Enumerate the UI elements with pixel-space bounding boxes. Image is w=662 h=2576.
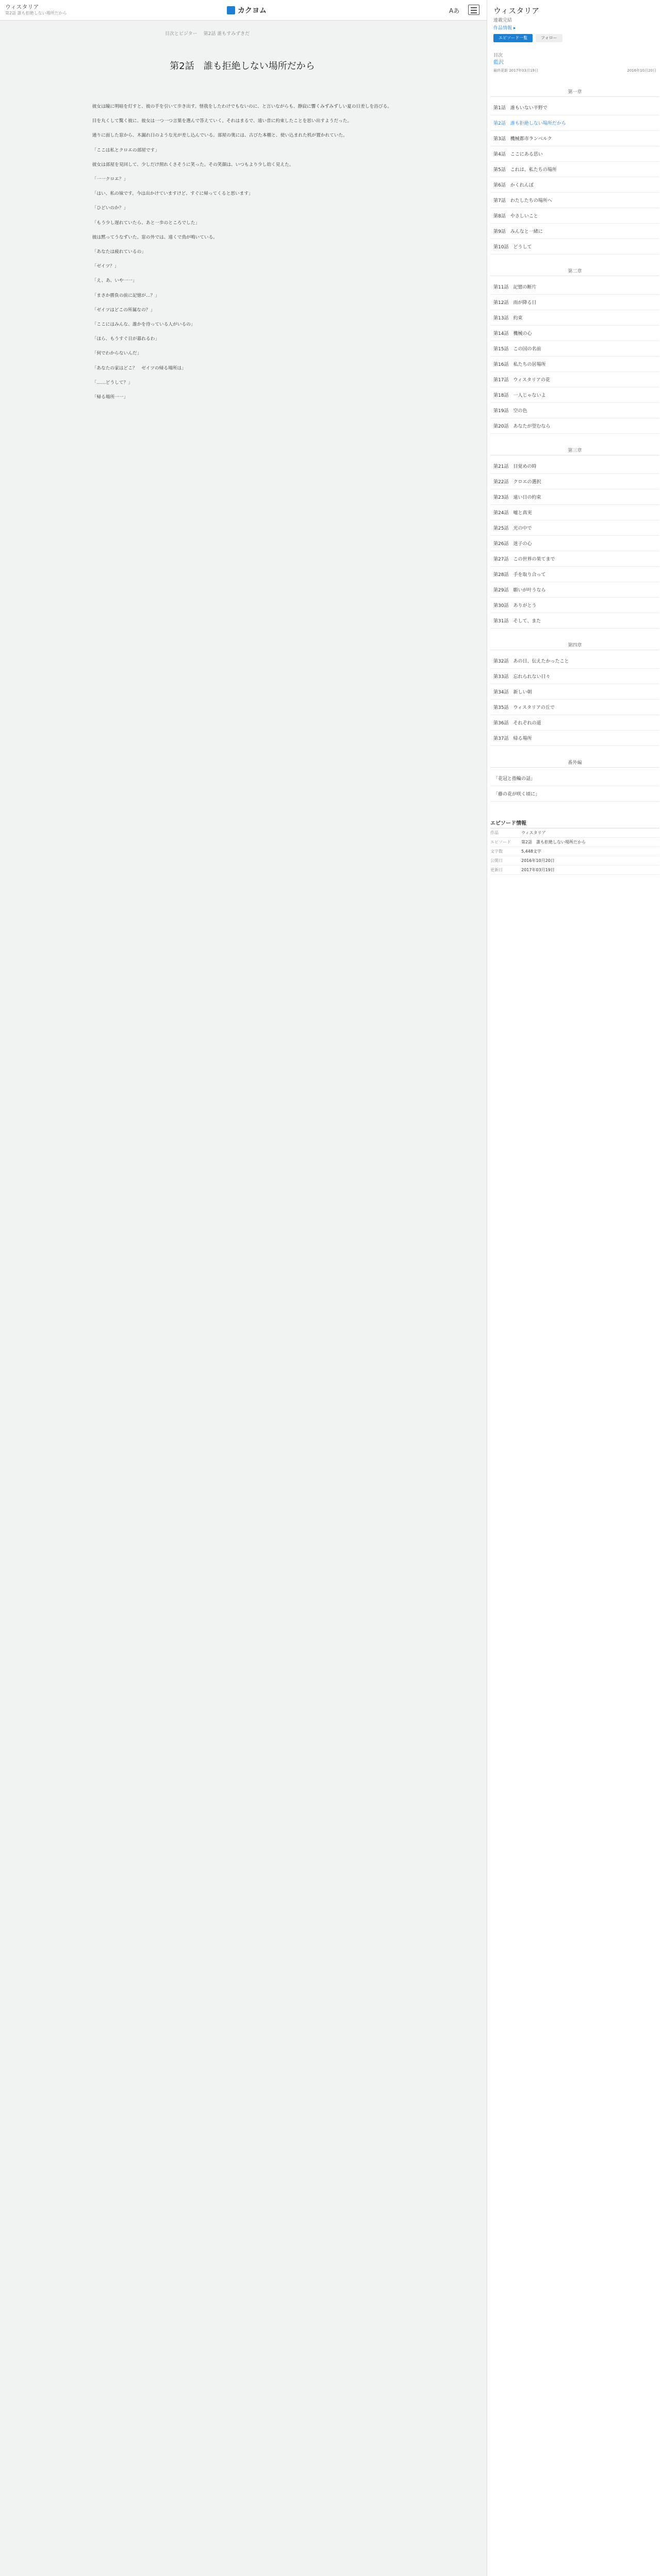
body-paragraph: 「もう少し遅れていたら、あと一歩のところでした」 [92,220,200,226]
episode-link[interactable]: 第27話 この世界の果てまで [490,551,659,567]
episode-link[interactable]: 第7話 わたしたちの場所へ [490,193,659,208]
episode-link[interactable]: 第21話 目覚めの時 [490,459,659,474]
body-paragraph: 目を丸くして驚く彼に、彼女は一つ一つ言葉を選んで答えていく。それはまるで、遠い昔に約束したことを思い出すようだった。 [92,118,352,124]
episode-body [88,103,397,2576]
episode-info-row [490,856,659,866]
episode-link[interactable]: 第16話 私たちの居場所 [490,357,659,372]
episode-link[interactable]: 第24話 嘘と真実 [490,505,659,520]
info-value: ウィスタリア [521,831,546,835]
episode-info-row [490,866,659,875]
body-paragraph: 「はい、私の妹です。今は出かけていますけど、すぐに帰ってくると思います」 [92,191,253,197]
body-paragraph: 通りに面した窓から、木漏れ日のような光が差し込んでいる。部屋の奥には、古びた本棚と、使い込まれた机が置かれていた。 [92,133,347,139]
body-paragraph: 「帰る場所一一」 [92,395,128,400]
episode-link[interactable]: 第3話 機械都市ランベルク [490,131,659,146]
work-title[interactable]: ウィスタリア [493,6,540,15]
episode-link[interactable]: 第32話 あの日、伝えたかったこと [490,653,659,669]
info-value: 2017年03月19日 [521,868,555,872]
toc-label: 目次 [493,53,503,58]
author-name[interactable]: 藍沢 [493,60,504,65]
body-paragraph: 「ゼイツ？」 [92,264,119,269]
episode-link[interactable]: 第23話 遠い日の約束 [490,489,659,505]
episode-link[interactable]: 第37話 帰る場所 [490,731,659,746]
episode-link[interactable]: 第28話 手を取り合って [490,567,659,582]
episode-link[interactable]: 第25話 光の中で [490,520,659,536]
info-value: 5,448文字 [521,849,541,854]
episode-link[interactable]: 第12話 雨が降る日 [490,295,659,310]
body-paragraph: 「あなたは疲れているの」 [92,249,146,255]
episode-link[interactable]: 第6話 かくれんぼ [490,177,659,193]
episode-link[interactable]: 第34話 新しい朝 [490,684,659,700]
episode-link[interactable]: 第1話 誰もいない平野で [490,100,659,115]
section-heading: 第三章 [490,446,659,455]
info-value: 第2話 誰も拒絶しない場所だから [521,840,586,844]
episode-link[interactable]: 第10話 どうして [490,239,659,255]
sidebar-tabs [493,34,562,42]
episode-section [490,267,659,434]
body-paragraph: 彼は黙ってうなずいた。窓の外では、遠くで鳥が鳴いている。 [92,234,218,240]
episode-info-row [490,838,659,847]
body-paragraph: 「ここにはみんな、誰かを待っている人がいるの」 [92,322,195,328]
episode-link[interactable]: 第11話 記憶の断片 [490,279,659,295]
work-info-link[interactable]: 作品情報 ▸ [493,26,516,31]
body-paragraph: 「一一クロエ？」 [92,177,128,182]
episode-link[interactable]: 第31話 そして、また [490,613,659,629]
info-value: 2016年10月20日 [521,858,555,863]
breadcrumb-item[interactable]: 目次とビジター [165,31,197,37]
episode-link[interactable]: 第20話 あなたが望むなら [490,418,659,434]
section-heading: 第一章 [490,88,659,97]
episode-section [490,641,659,746]
episode-link[interactable]: 第2話 誰も拒絶しない場所だから [490,115,659,131]
body-paragraph: 「まさか勝負の前に記憶が…？」 [92,293,159,298]
chapter-title: 第2話 誰も拒絶しない場所だから [170,61,315,72]
body-paragraph: 「あなたの家はどこ？ ゼイツの帰る場所は」 [92,365,186,371]
section-heading: 第二章 [490,267,659,276]
episode-info-heading: エピソード情報 [490,817,659,828]
episode-section [490,88,659,255]
episode-link[interactable]: 第9話 みんなと一緒に [490,224,659,239]
episode-link[interactable]: 第15話 この国の名前 [490,341,659,357]
episode-link[interactable]: 第30話 ありがとう [490,598,659,613]
episode-link[interactable]: 第29話 願いが叶うなら [490,582,659,598]
logo-icon [227,6,235,14]
episode-link[interactable]: 第19話 空の色 [490,403,659,418]
episode-link[interactable]: 第33話 忘れられない日々 [490,669,659,684]
episode-section [490,446,659,629]
body-paragraph: 「え、あ、いや一一」 [92,278,137,284]
episode-link[interactable]: 第18話 一人じゃないよ [490,387,659,403]
page-title: ウィスタリア [5,4,39,10]
episode-link[interactable]: 第14話 機械の心 [490,326,659,341]
work-status: 連載完結 [493,18,512,23]
body-paragraph: 「何でわからないんだ」 [92,351,142,357]
breadcrumb-item[interactable]: 第2話 誰もすみずきだ [203,31,250,37]
episode-link[interactable]: 第35話 ウィスタリアの丘で [490,700,659,715]
info-key: エピソード [490,840,511,844]
last-updated: 最終更新 2017年03月19日 [493,69,538,73]
body-paragraph: 彼女は瞳に明暗を灯すと、彼の手を引いて歩き出す。怪我をしたわけでもないのに、と言いながらも、静寂に響くみずみずしい夏の日差しを浴びる。 [92,104,392,109]
breadcrumb [165,30,250,37]
episode-link[interactable]: 第17話 ウィスタリアの花 [490,372,659,387]
section-heading: 第四章 [490,641,659,650]
work-dates [493,68,656,73]
episode-info-row [490,828,659,838]
episode-link[interactable]: 第36話 それぞれの道 [490,715,659,731]
body-paragraph: 「ひどいのか？」 [92,206,128,211]
text-size-button[interactable]: Aあ [449,7,460,14]
body-paragraph: 「……どうして？」 [92,380,133,385]
site-logo[interactable] [227,5,267,15]
episode-link[interactable]: 第8話 やさしいこと [490,208,659,224]
logo-text: カクヨム [238,7,267,15]
episode-link[interactable]: 「花冠と指輪の話」 [490,771,659,786]
episode-link[interactable]: 「藤の花が咲く頃に」 [490,786,659,802]
info-key: 更新日 [490,868,503,872]
episode-link[interactable]: 第22話 クロエの選択 [490,474,659,489]
page-subtitle: 第2話 誰も拒絶しない場所だから [5,11,67,15]
sidebar [487,0,662,2576]
section-heading: 番外編 [490,758,659,768]
episode-section [490,758,659,802]
episode-link[interactable]: 第4話 ここにある思い [490,146,659,162]
info-key: 文字数 [490,849,503,854]
body-paragraph: 「ここは私とクロエの部屋です」 [92,147,159,153]
info-key: 作品 [490,831,499,835]
episode-link[interactable]: 第5話 これは、私たちの場所 [490,162,659,177]
episode-link[interactable]: 第13話 約束 [490,310,659,326]
tab-follow[interactable]: フォロー [536,34,562,42]
tab-episodes[interactable]: エピソード一覧 [493,34,533,42]
info-key: 公開日 [490,858,503,863]
episode-link[interactable]: 第26話 迷子の心 [490,536,659,551]
body-paragraph: 彼女は部屋を見回して、少しだけ照れくさそうに笑った。その笑顔は、いつもより少し幼く見えた。 [92,162,294,167]
body-paragraph: 「ゼイツはどこの所属なの？」 [92,307,155,313]
body-paragraph: 「ほら、もうすぐ日が暮れるわ」 [92,336,159,342]
published-date: 2016年10月20日 [627,69,656,73]
episode-info-row [490,847,659,856]
episode-info [490,817,659,875]
menu-icon[interactable] [468,5,479,15]
